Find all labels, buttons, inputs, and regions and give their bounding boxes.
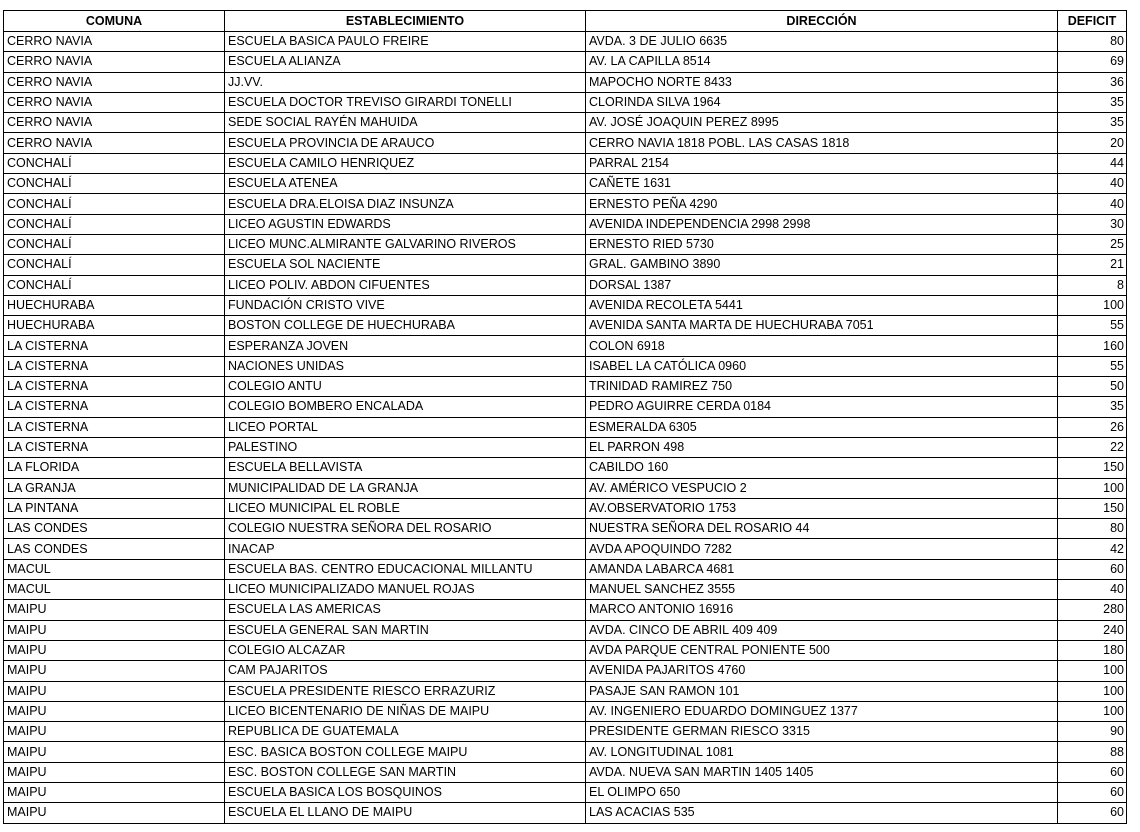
cell-comuna: CERRO NAVIA (4, 113, 225, 133)
cell-deficit: 22 (1058, 437, 1127, 457)
cell-comuna: MAIPU (4, 803, 225, 823)
cell-establecimiento: ESCUELA EL LLANO DE MAIPU (225, 803, 586, 823)
cell-establecimiento: ESCUELA CAMILO HENRIQUEZ (225, 153, 586, 173)
cell-comuna: LA CISTERNA (4, 437, 225, 457)
cell-deficit: 240 (1058, 620, 1127, 640)
table-row (4, 92, 1127, 112)
cell-direccion: GRAL. GAMBINO 3890 (586, 255, 1058, 275)
cell-direccion: DORSAL 1387 (586, 275, 1058, 295)
table-row (4, 234, 1127, 254)
cell-establecimiento: SEDE SOCIAL RAYÉN MAHUIDA (225, 113, 586, 133)
cell-deficit: 150 (1058, 458, 1127, 478)
table-row (4, 640, 1127, 660)
cell-comuna: MAIPU (4, 701, 225, 721)
cell-deficit: 25 (1058, 234, 1127, 254)
cell-direccion: CAÑETE 1631 (586, 174, 1058, 194)
cell-direccion: EL PARRON 498 (586, 437, 1058, 457)
cell-direccion: ESMERALDA 6305 (586, 417, 1058, 437)
cell-direccion: MARCO ANTONIO 16916 (586, 600, 1058, 620)
table-row (4, 498, 1127, 518)
cell-direccion: AVDA. CINCO DE ABRIL 409 409 (586, 620, 1058, 640)
cell-comuna: MAIPU (4, 722, 225, 742)
cell-deficit: 21 (1058, 255, 1127, 275)
cell-establecimiento: ESC. BASICA BOSTON COLLEGE MAIPU (225, 742, 586, 762)
cell-deficit: 280 (1058, 600, 1127, 620)
cell-direccion: MAPOCHO NORTE 8433 (586, 72, 1058, 92)
cell-comuna: CONCHALÍ (4, 234, 225, 254)
cell-establecimiento: ESCUELA LAS AMERICAS (225, 600, 586, 620)
cell-deficit: 69 (1058, 52, 1127, 72)
cell-establecimiento: ESCUELA BASICA LOS BOSQUINOS (225, 782, 586, 802)
cell-establecimiento: ESCUELA PROVINCIA DE ARAUCO (225, 133, 586, 153)
cell-comuna: CONCHALÍ (4, 214, 225, 234)
cell-establecimiento: NACIONES UNIDAS (225, 356, 586, 376)
cell-establecimiento: LICEO MUNC.ALMIRANTE GALVARINO RIVEROS (225, 234, 586, 254)
cell-direccion: CABILDO 160 (586, 458, 1058, 478)
cell-deficit: 100 (1058, 701, 1127, 721)
cell-establecimiento: ESCUELA BAS. CENTRO EDUCACIONAL MILLANTU (225, 559, 586, 579)
cell-establecimiento: COLEGIO NUESTRA SEÑORA DEL ROSARIO (225, 519, 586, 539)
cell-comuna: MAIPU (4, 661, 225, 681)
table-row (4, 153, 1127, 173)
table-row (4, 275, 1127, 295)
cell-comuna: CONCHALÍ (4, 194, 225, 214)
table-row (4, 519, 1127, 539)
cell-deficit: 40 (1058, 174, 1127, 194)
table-body (4, 32, 1127, 824)
cell-establecimiento: ESCUELA PRESIDENTE RIESCO ERRAZURIZ (225, 681, 586, 701)
cell-establecimiento: ESCUELA SOL NACIENTE (225, 255, 586, 275)
cell-deficit: 100 (1058, 661, 1127, 681)
cell-comuna: CERRO NAVIA (4, 32, 225, 52)
table-row (4, 701, 1127, 721)
table-row (4, 356, 1127, 376)
header-establecimiento: ESTABLECIMIENTO (225, 11, 586, 32)
cell-comuna: HUECHURABA (4, 295, 225, 315)
cell-direccion: AVENIDA SANTA MARTA DE HUECHURABA 7051 (586, 316, 1058, 336)
cell-comuna: CERRO NAVIA (4, 72, 225, 92)
cell-comuna: MAIPU (4, 640, 225, 660)
header-deficit: DEFICIT (1058, 11, 1127, 32)
cell-direccion: COLON 6918 (586, 336, 1058, 356)
header-comuna: COMUNA (4, 11, 225, 32)
cell-comuna: LA CISTERNA (4, 377, 225, 397)
cell-establecimiento: LICEO POLIV. ABDON CIFUENTES (225, 275, 586, 295)
cell-establecimiento: LICEO PORTAL (225, 417, 586, 437)
cell-establecimiento: CAM PAJARITOS (225, 661, 586, 681)
cell-direccion: EL OLIMPO 650 (586, 782, 1058, 802)
cell-deficit: 80 (1058, 32, 1127, 52)
table-row (4, 316, 1127, 336)
cell-deficit: 50 (1058, 377, 1127, 397)
cell-direccion: AMANDA LABARCA 4681 (586, 559, 1058, 579)
cell-deficit: 35 (1058, 397, 1127, 417)
cell-deficit: 180 (1058, 640, 1127, 660)
cell-establecimiento: ESCUELA BELLAVISTA (225, 458, 586, 478)
cell-establecimiento: COLEGIO ALCAZAR (225, 640, 586, 660)
cell-direccion: TRINIDAD RAMIREZ 750 (586, 377, 1058, 397)
cell-deficit: 30 (1058, 214, 1127, 234)
cell-establecimiento: ESCUELA GENERAL SAN MARTIN (225, 620, 586, 640)
cell-establecimiento: COLEGIO ANTU (225, 377, 586, 397)
cell-deficit: 8 (1058, 275, 1127, 295)
cell-deficit: 150 (1058, 498, 1127, 518)
table-row (4, 600, 1127, 620)
cell-comuna: MACUL (4, 559, 225, 579)
cell-deficit: 26 (1058, 417, 1127, 437)
cell-comuna: LA CISTERNA (4, 356, 225, 376)
cell-establecimiento: ESCUELA ALIANZA (225, 52, 586, 72)
cell-direccion: PEDRO AGUIRRE CERDA 0184 (586, 397, 1058, 417)
table-row (4, 681, 1127, 701)
cell-direccion: AV. JOSÉ JOAQUIN PEREZ 8995 (586, 113, 1058, 133)
cell-deficit: 90 (1058, 722, 1127, 742)
cell-deficit: 60 (1058, 803, 1127, 823)
header-row (4, 11, 1127, 32)
cell-establecimiento: ESCUELA DRA.ELOISA DIAZ INSUNZA (225, 194, 586, 214)
cell-deficit: 55 (1058, 356, 1127, 376)
cell-establecimiento: LICEO BICENTENARIO DE NIÑAS DE MAIPU (225, 701, 586, 721)
cell-direccion: ERNESTO PEÑA 4290 (586, 194, 1058, 214)
table-row (4, 803, 1127, 823)
cell-establecimiento: FUNDACIÓN CRISTO VIVE (225, 295, 586, 315)
cell-establecimiento: LICEO MUNICIPALIZADO MANUEL ROJAS (225, 580, 586, 600)
table-row (4, 194, 1127, 214)
cell-establecimiento: COLEGIO BOMBERO ENCALADA (225, 397, 586, 417)
cell-comuna: LA PINTANA (4, 498, 225, 518)
cell-direccion: AV. INGENIERO EDUARDO DOMINGUEZ 1377 (586, 701, 1058, 721)
table-row (4, 295, 1127, 315)
table-row (4, 437, 1127, 457)
cell-deficit: 55 (1058, 316, 1127, 336)
cell-deficit: 44 (1058, 153, 1127, 173)
cell-direccion: AVENIDA RECOLETA 5441 (586, 295, 1058, 315)
cell-deficit: 100 (1058, 681, 1127, 701)
cell-deficit: 60 (1058, 762, 1127, 782)
cell-establecimiento: INACAP (225, 539, 586, 559)
table-header (4, 11, 1127, 32)
cell-comuna: LA GRANJA (4, 478, 225, 498)
table-row (4, 255, 1127, 275)
cell-establecimiento: ESC. BOSTON COLLEGE SAN MARTIN (225, 762, 586, 782)
cell-direccion: AVENIDA PAJARITOS 4760 (586, 661, 1058, 681)
cell-deficit: 60 (1058, 559, 1127, 579)
cell-comuna: CONCHALÍ (4, 174, 225, 194)
cell-direccion: PRESIDENTE GERMAN RIESCO 3315 (586, 722, 1058, 742)
table-row (4, 417, 1127, 437)
cell-direccion: AV. LONGITUDINAL 1081 (586, 742, 1058, 762)
cell-establecimiento: ESCUELA DOCTOR TREVISO GIRARDI TONELLI (225, 92, 586, 112)
table-row (4, 72, 1127, 92)
cell-establecimiento: LICEO MUNICIPAL EL ROBLE (225, 498, 586, 518)
table-row (4, 32, 1127, 52)
cell-deficit: 42 (1058, 539, 1127, 559)
cell-deficit: 60 (1058, 782, 1127, 802)
cell-establecimiento: REPUBLICA DE GUATEMALA (225, 722, 586, 742)
table-row (4, 722, 1127, 742)
cell-deficit: 40 (1058, 194, 1127, 214)
cell-direccion: AVDA APOQUINDO 7282 (586, 539, 1058, 559)
cell-comuna: LAS CONDES (4, 519, 225, 539)
cell-direccion: PASAJE SAN RAMON 101 (586, 681, 1058, 701)
cell-comuna: CONCHALÍ (4, 153, 225, 173)
cell-direccion: AVENIDA INDEPENDENCIA 2998 2998 (586, 214, 1058, 234)
cell-comuna: CONCHALÍ (4, 255, 225, 275)
cell-deficit: 160 (1058, 336, 1127, 356)
table-row (4, 762, 1127, 782)
cell-deficit: 20 (1058, 133, 1127, 153)
cell-comuna: MAIPU (4, 681, 225, 701)
cell-comuna: LA FLORIDA (4, 458, 225, 478)
table-row (4, 113, 1127, 133)
cell-establecimiento: JJ.VV. (225, 72, 586, 92)
cell-comuna: LA CISTERNA (4, 397, 225, 417)
cell-comuna: CERRO NAVIA (4, 52, 225, 72)
cell-establecimiento: LICEO AGUSTIN EDWARDS (225, 214, 586, 234)
table-row (4, 336, 1127, 356)
cell-deficit: 36 (1058, 72, 1127, 92)
table-row (4, 174, 1127, 194)
cell-establecimiento: ESPERANZA JOVEN (225, 336, 586, 356)
table-row (4, 52, 1127, 72)
cell-comuna: CERRO NAVIA (4, 92, 225, 112)
table-row (4, 742, 1127, 762)
cell-comuna: LAS CONDES (4, 539, 225, 559)
cell-comuna: CERRO NAVIA (4, 133, 225, 153)
cell-deficit: 35 (1058, 113, 1127, 133)
table-row (4, 397, 1127, 417)
cell-establecimiento: PALESTINO (225, 437, 586, 457)
cell-direccion: AVDA PARQUE CENTRAL PONIENTE 500 (586, 640, 1058, 660)
cell-deficit: 88 (1058, 742, 1127, 762)
cell-establecimiento: BOSTON COLLEGE DE HUECHURABA (225, 316, 586, 336)
deficit-table (3, 10, 1127, 824)
table-row (4, 782, 1127, 802)
cell-direccion: ERNESTO RIED 5730 (586, 234, 1058, 254)
cell-comuna: MACUL (4, 580, 225, 600)
cell-establecimiento: MUNICIPALIDAD DE LA GRANJA (225, 478, 586, 498)
cell-comuna: MAIPU (4, 742, 225, 762)
cell-comuna: MAIPU (4, 782, 225, 802)
cell-comuna: LA CISTERNA (4, 417, 225, 437)
table-row (4, 559, 1127, 579)
cell-comuna: LA CISTERNA (4, 336, 225, 356)
cell-comuna: HUECHURABA (4, 316, 225, 336)
cell-comuna: MAIPU (4, 600, 225, 620)
cell-direccion: NUESTRA SEÑORA DEL ROSARIO 44 (586, 519, 1058, 539)
table-row (4, 620, 1127, 640)
cell-establecimiento: ESCUELA ATENEA (225, 174, 586, 194)
table-row (4, 580, 1127, 600)
cell-direccion: CLORINDA SILVA 1964 (586, 92, 1058, 112)
table-row (4, 133, 1127, 153)
cell-direccion: PARRAL 2154 (586, 153, 1058, 173)
table-row (4, 377, 1127, 397)
cell-comuna: CONCHALÍ (4, 275, 225, 295)
cell-direccion: AV. AMÉRICO VESPUCIO 2 (586, 478, 1058, 498)
table-row (4, 478, 1127, 498)
cell-deficit: 100 (1058, 295, 1127, 315)
cell-direccion: MANUEL SANCHEZ 3555 (586, 580, 1058, 600)
cell-deficit: 100 (1058, 478, 1127, 498)
cell-deficit: 40 (1058, 580, 1127, 600)
cell-direccion: AVDA. 3 DE JULIO 6635 (586, 32, 1058, 52)
cell-direccion: AVDA. NUEVA SAN MARTIN 1405 1405 (586, 762, 1058, 782)
table-row (4, 214, 1127, 234)
cell-direccion: CERRO NAVIA 1818 POBL. LAS CASAS 1818 (586, 133, 1058, 153)
cell-direccion: ISABEL LA CATÓLICA 0960 (586, 356, 1058, 376)
table-row (4, 661, 1127, 681)
table-row (4, 458, 1127, 478)
header-direccion: DIRECCIÓN (586, 11, 1058, 32)
cell-direccion: LAS ACACIAS 535 (586, 803, 1058, 823)
cell-establecimiento: ESCUELA BASICA PAULO FREIRE (225, 32, 586, 52)
table-row (4, 539, 1127, 559)
cell-comuna: MAIPU (4, 620, 225, 640)
cell-deficit: 35 (1058, 92, 1127, 112)
cell-deficit: 80 (1058, 519, 1127, 539)
cell-comuna: MAIPU (4, 762, 225, 782)
cell-direccion: AV.OBSERVATORIO 1753 (586, 498, 1058, 518)
cell-direccion: AV. LA CAPILLA 8514 (586, 52, 1058, 72)
